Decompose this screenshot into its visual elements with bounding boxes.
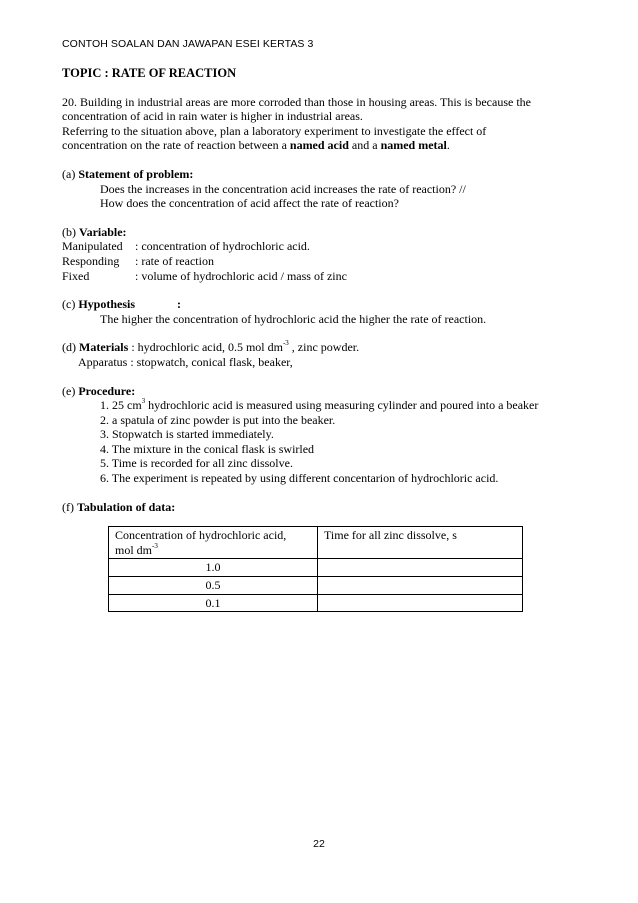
question-line: concentration on the rate of reaction between a named acid and a named metal.	[62, 138, 450, 153]
variable-fixed: Fixed : volume of hydrochloric acid / mass of zinc	[62, 268, 347, 283]
topic-heading: TOPIC : RATE OF REACTION	[62, 66, 237, 80]
document-body	[62, 66, 582, 612]
section-c-heading: (c) Hypothesis :	[62, 297, 181, 312]
section-e-heading: (e) Procedure:	[62, 383, 136, 398]
apparatus-line: Apparatus : stopwatch, conical flask, beaker,	[78, 354, 293, 369]
procedure-step: 1. 25 $cm^3$ hydrochloric acid is measured using measuring cylinder and poured into a beaker	[100, 397, 539, 413]
problem-statement: Does the increases in the concentration acid increases the rate of reaction? //	[100, 181, 466, 196]
named-metal: named metal	[380, 138, 447, 153]
table-row	[109, 559, 523, 577]
data-table	[108, 526, 523, 612]
table-header-cell: Time for all zinc dissolve, s	[318, 527, 523, 559]
section-e	[62, 384, 582, 486]
hypothesis-text: The higher the concentration of hydrochloric acid the higher the rate of reaction.	[100, 311, 487, 326]
table-cell: 1.0	[109, 559, 318, 577]
table-cell	[318, 559, 523, 577]
table-cell: 0.5	[109, 577, 318, 595]
table-cell	[318, 594, 523, 612]
question-line: concentration of acid in rain water is higher in industrial areas.	[62, 109, 363, 124]
materials-line: (d) Materials : hydrochloric acid, 0.5 mol $dm^{-3}$ , zinc powder.	[62, 339, 360, 355]
question-line: 20. Building in industrial areas are more corroded than those in housing areas. This is because the	[62, 94, 531, 109]
variable-responding: Responding : rate of reaction	[62, 253, 214, 268]
page-number: 22	[313, 838, 325, 850]
procedure-step: 4. The mixture in the conical flask is swirled	[100, 441, 315, 456]
section-c	[62, 297, 582, 326]
named-acid: named acid	[289, 138, 349, 153]
table-row	[109, 577, 523, 595]
section-f	[62, 500, 582, 613]
table-row	[109, 594, 523, 612]
table-header-row	[109, 527, 523, 559]
question-block	[62, 95, 582, 153]
section-a-heading: (a) Statement of problem:	[62, 166, 194, 181]
running-header: CONTOH SOALAN DAN JAWAPAN ESEI KERTAS 3	[62, 38, 314, 50]
section-f-heading: (f) Tabulation of data:	[62, 499, 176, 514]
section-b	[62, 225, 582, 283]
table-header-cell: Concentration of hydrochloric acid, mol $dm^{-3}$	[109, 527, 318, 559]
procedure-step: 2. a spatula of zinc powder is put into the beaker.	[100, 412, 336, 427]
variable-manipulated: Manipulated : concentration of hydrochloric acid.	[62, 239, 310, 254]
question-line: Referring to the situation above, plan a laboratory experiment to investigate the effect of	[62, 123, 487, 138]
section-b-heading: (b) Variable:	[62, 224, 127, 239]
table-cell: 0.1	[109, 594, 318, 612]
section-d	[62, 340, 582, 369]
procedure-step: 5. Time is recorded for all zinc dissolve.	[100, 456, 293, 471]
problem-statement: How does the concentration of acid affect the rate of reaction?	[100, 196, 399, 211]
table-cell	[318, 577, 523, 595]
section-a	[62, 167, 582, 211]
procedure-step: 6. The experiment is repeated by using different concentarion of hydrochloric acid.	[100, 471, 499, 486]
procedure-step: 3. Stopwatch is started immediately.	[100, 427, 274, 442]
